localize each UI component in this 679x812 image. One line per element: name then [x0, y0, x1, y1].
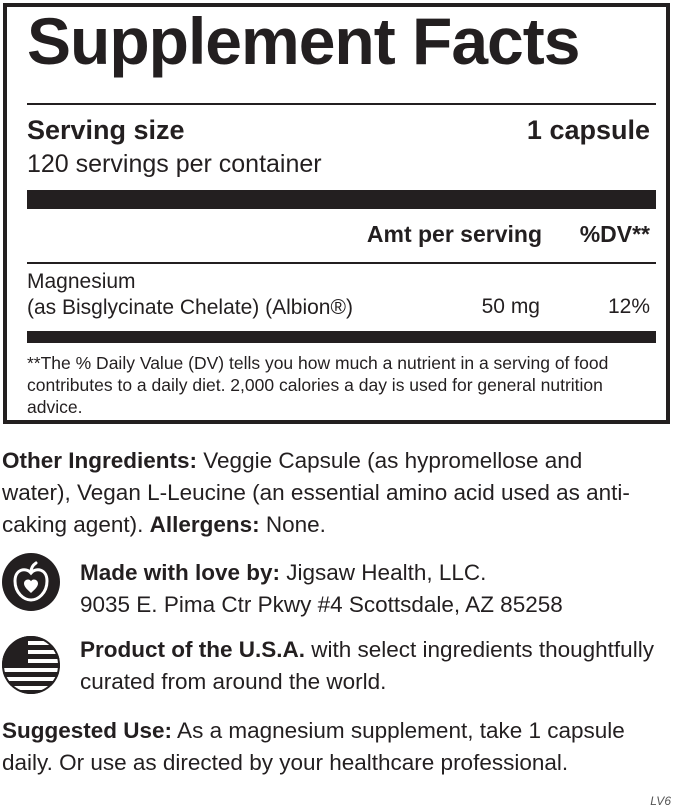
supplement-facts-panel	[3, 3, 670, 424]
product-origin	[80, 634, 660, 698]
maker-label: Made with love by:	[80, 560, 281, 585]
origin-text: with select ingredients thoughtfully curated from around the world.	[80, 637, 654, 694]
divider	[27, 262, 656, 264]
suggested-use-text: As a magnesium supplement, take 1 capsule daily. Or use as directed by your healthcare professional.	[2, 718, 625, 775]
servings-per-container: 120 servings per container	[27, 150, 322, 178]
serving-size-label: Serving size	[27, 115, 185, 145]
nutrient-name-line1: Magnesium	[27, 270, 136, 293]
other-ingredients	[2, 445, 642, 541]
nutrient-name-line2: (as Bisglycinate Chelate) (Albion®)	[27, 296, 353, 319]
other-ingredients-text: Veggie Capsule (as hypromellose and water), Vegan L-Leucine (an essential amino acid used as anti-caking agent).	[2, 448, 630, 537]
dv-column-header: %DV**	[579, 221, 650, 247]
origin-label: Product of the U.S.A.	[80, 637, 305, 662]
divider	[27, 103, 656, 105]
suggested-use-label: Suggested Use:	[2, 718, 173, 743]
serving-size-value: 1 capsule	[526, 115, 650, 145]
apple-heart-icon	[2, 553, 60, 611]
allergens-label: Allergens:	[149, 512, 260, 537]
nutrient-amount: 50 mg	[481, 295, 540, 318]
panel-title: Supplement Facts	[27, 4, 580, 78]
allergens-text: None.	[259, 512, 326, 537]
maker-info	[80, 557, 660, 621]
medium-divider	[27, 331, 656, 343]
dv-footnote: **The % Daily Value (DV) tells you how much a nutrient in a serving of food contributes to a daily diet. 2,000 calories a day is used for general nutrition advice.	[27, 353, 609, 417]
maker-address: 9035 E. Pima Ctr Pkwy #4 Scottsdale, AZ 85258	[80, 592, 563, 617]
other-ingredients-label: Other Ingredients:	[2, 448, 198, 473]
nutrient-dv: 12%	[607, 295, 650, 318]
label-code: LV6	[650, 794, 671, 808]
maker-name: Jigsaw Health, LLC.	[280, 560, 487, 585]
nutrient-name	[27, 269, 353, 321]
amount-column-header: Amt per serving	[366, 221, 542, 247]
thick-divider	[27, 190, 656, 209]
suggested-use	[2, 715, 642, 779]
us-flag-icon	[2, 636, 60, 694]
